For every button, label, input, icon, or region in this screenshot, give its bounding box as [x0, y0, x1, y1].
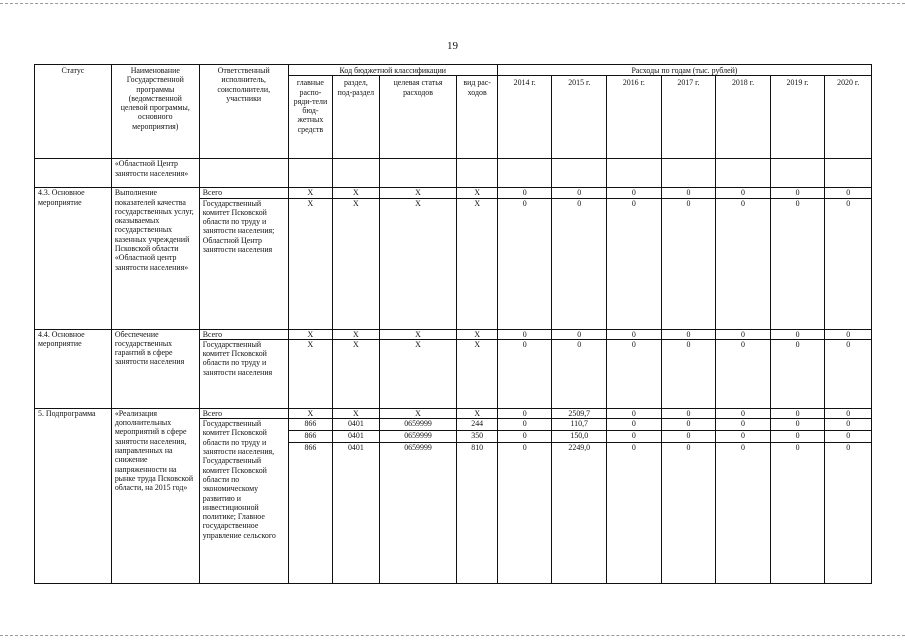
cell-year: 0 — [497, 431, 552, 443]
cell-vr: X — [457, 188, 497, 198]
cell-vr: X — [457, 198, 497, 329]
header-executor: Ответственный исполнитель, соисполнители, участники — [199, 65, 288, 159]
cell-year: 110,7 — [552, 419, 607, 431]
table-row — [35, 188, 872, 198]
cell-year: 2249,0 — [552, 443, 607, 584]
cell-year: 0 — [661, 408, 716, 418]
cell-year: 0 — [552, 188, 607, 198]
row-name: «Областной Центр занятости населения» — [111, 159, 199, 188]
cell-year: 0 — [661, 188, 716, 198]
cell-year: 0 — [607, 329, 662, 339]
cell-grbs: 866 — [288, 419, 332, 431]
cell-rzpr: X — [333, 408, 379, 418]
cell-year: 0 — [716, 329, 771, 339]
row-status: 4.4. Основное мероприятие — [35, 329, 112, 408]
cell-year: 0 — [497, 339, 552, 408]
cell-year: 0 — [825, 339, 872, 408]
cell-rzpr: X — [333, 188, 379, 198]
cell-year: 0 — [770, 443, 825, 584]
row-executor: Государственный комитет Псковской области по труду и занятости населения — [199, 339, 288, 408]
header-year-2019: 2019 г. — [770, 76, 825, 159]
cell-year: 0 — [661, 339, 716, 408]
cell-rzpr: X — [333, 339, 379, 408]
cell-year: 0 — [770, 431, 825, 443]
cell-year: 0 — [552, 339, 607, 408]
cell-year: 0 — [607, 419, 662, 431]
cell-year: 0 — [607, 198, 662, 329]
row-executor: Всего — [199, 329, 288, 339]
cell-year: 0 — [825, 188, 872, 198]
row-executor: Государственный комитет Псковской области по труду и занятости населения, Государственный комитет Псковской области по экономическому развитию и инвестиционной политике; Главное государственное управление сельского — [199, 419, 288, 584]
table-row — [35, 408, 872, 418]
budget-table — [34, 64, 872, 584]
cell-year: 2509,7 — [552, 408, 607, 418]
header-program-name: Наименование Государственной программы (ведомственной целевой программы, основного мероприятия) — [111, 65, 199, 159]
row-name: «Реализация дополнительных мероприятий в сфере занятости населения, направленных на снижение напряженности на рынке труда Псковской области, на 2015 год» — [111, 408, 199, 583]
row-executor: Всего — [199, 188, 288, 198]
cell-year: 0 — [497, 408, 552, 418]
cell-year: 150,0 — [552, 431, 607, 443]
header-budget-code: Код бюджетной классификации — [288, 65, 497, 76]
row-executor: Государственный комитет Псковской области по труду и занятости населения; Областной Центр занятости населения — [199, 198, 288, 329]
cell-year: 0 — [770, 419, 825, 431]
row-executor: Всего — [199, 408, 288, 418]
cell-year: 0 — [716, 419, 771, 431]
table-row — [35, 159, 872, 188]
header-year-2017: 2017 г. — [661, 76, 716, 159]
cell-csr: X — [379, 188, 457, 198]
cell-year: 0 — [607, 408, 662, 418]
cell-year: 0 — [770, 339, 825, 408]
cell-year: 0 — [497, 329, 552, 339]
cell-grbs: 866 — [288, 431, 332, 443]
header-year-2016: 2016 г. — [607, 76, 662, 159]
cell-year: 0 — [661, 198, 716, 329]
cell-year: 0 — [661, 419, 716, 431]
header-year-2020: 2020 г. — [825, 76, 872, 159]
cell-year: 0 — [716, 198, 771, 329]
header-grbs: главные распо-ряди-тели бюд-жетных средств — [288, 76, 332, 159]
page-edge-bottom — [0, 635, 905, 636]
cell-year: 0 — [497, 443, 552, 584]
cell-csr: 0659999 — [379, 419, 457, 431]
header-row-1 — [35, 65, 872, 76]
cell-year: 0 — [770, 408, 825, 418]
cell-grbs: X — [288, 339, 332, 408]
cell-year: 0 — [825, 443, 872, 584]
cell-year: 0 — [770, 198, 825, 329]
cell-grbs: X — [288, 188, 332, 198]
header-rzpr: раздел, под-раздел — [333, 76, 379, 159]
cell-rzpr: 0401 — [333, 443, 379, 584]
row-name: Обеспечение государственных гарантий в сфере занятости населения — [111, 329, 199, 408]
cell-year: 0 — [716, 408, 771, 418]
cell-year: 0 — [825, 198, 872, 329]
cell-vr: 810 — [457, 443, 497, 584]
cell-vr: X — [457, 339, 497, 408]
cell-rzpr: X — [333, 329, 379, 339]
table-row — [35, 329, 872, 339]
page-number: 19 — [447, 40, 458, 52]
cell-vr: 350 — [457, 431, 497, 443]
cell-year: 0 — [661, 431, 716, 443]
header-vr: вид рас-ходов — [457, 76, 497, 159]
cell-year: 0 — [825, 329, 872, 339]
row-name: Выполнение показателей качества государственных услуг, оказываемых государственных казенных учреждений Псковской области «Областной центр занятости населения» — [111, 188, 199, 329]
cell-year: 0 — [825, 431, 872, 443]
header-expenses: Расходы по годам (тыс. рублей) — [497, 65, 871, 76]
cell-year: 0 — [716, 188, 771, 198]
header-csr: целевая статья расходов — [379, 76, 457, 159]
cell-year: 0 — [770, 188, 825, 198]
cell-year: 0 — [825, 419, 872, 431]
cell-year: 0 — [661, 443, 716, 584]
cell-csr: X — [379, 329, 457, 339]
header-year-2018: 2018 г. — [716, 76, 771, 159]
row-status: 5. Подпрограмма — [35, 408, 112, 583]
row-status: 4.3. Основное мероприятие — [35, 188, 112, 329]
cell-year: 0 — [716, 339, 771, 408]
cell-year: 0 — [497, 188, 552, 198]
cell-grbs: X — [288, 408, 332, 418]
cell-year: 0 — [825, 408, 872, 418]
page-edge-top — [0, 3, 905, 4]
cell-grbs: X — [288, 329, 332, 339]
cell-grbs: X — [288, 198, 332, 329]
cell-year: 0 — [607, 443, 662, 584]
header-year-2015: 2015 г. — [552, 76, 607, 159]
header-year-2014: 2014 г. — [497, 76, 552, 159]
cell-vr: X — [457, 329, 497, 339]
cell-rzpr: X — [333, 198, 379, 329]
cell-year: 0 — [716, 443, 771, 584]
cell-grbs: 866 — [288, 443, 332, 584]
cell-year: 0 — [770, 329, 825, 339]
cell-year: 0 — [497, 198, 552, 329]
cell-year: 0 — [497, 419, 552, 431]
cell-csr: X — [379, 339, 457, 408]
cell-year: 0 — [661, 329, 716, 339]
cell-year: 0 — [607, 339, 662, 408]
cell-csr: 0659999 — [379, 431, 457, 443]
cell-csr: 0659999 — [379, 443, 457, 584]
cell-year: 0 — [607, 431, 662, 443]
cell-csr: X — [379, 198, 457, 329]
cell-vr: X — [457, 408, 497, 418]
header-status: Статус — [35, 65, 112, 159]
cell-rzpr: 0401 — [333, 431, 379, 443]
cell-rzpr: 0401 — [333, 419, 379, 431]
cell-year: 0 — [607, 188, 662, 198]
cell-csr: X — [379, 408, 457, 418]
cell-year: 0 — [552, 198, 607, 329]
cell-year: 0 — [716, 431, 771, 443]
cell-vr: 244 — [457, 419, 497, 431]
cell-year: 0 — [552, 329, 607, 339]
